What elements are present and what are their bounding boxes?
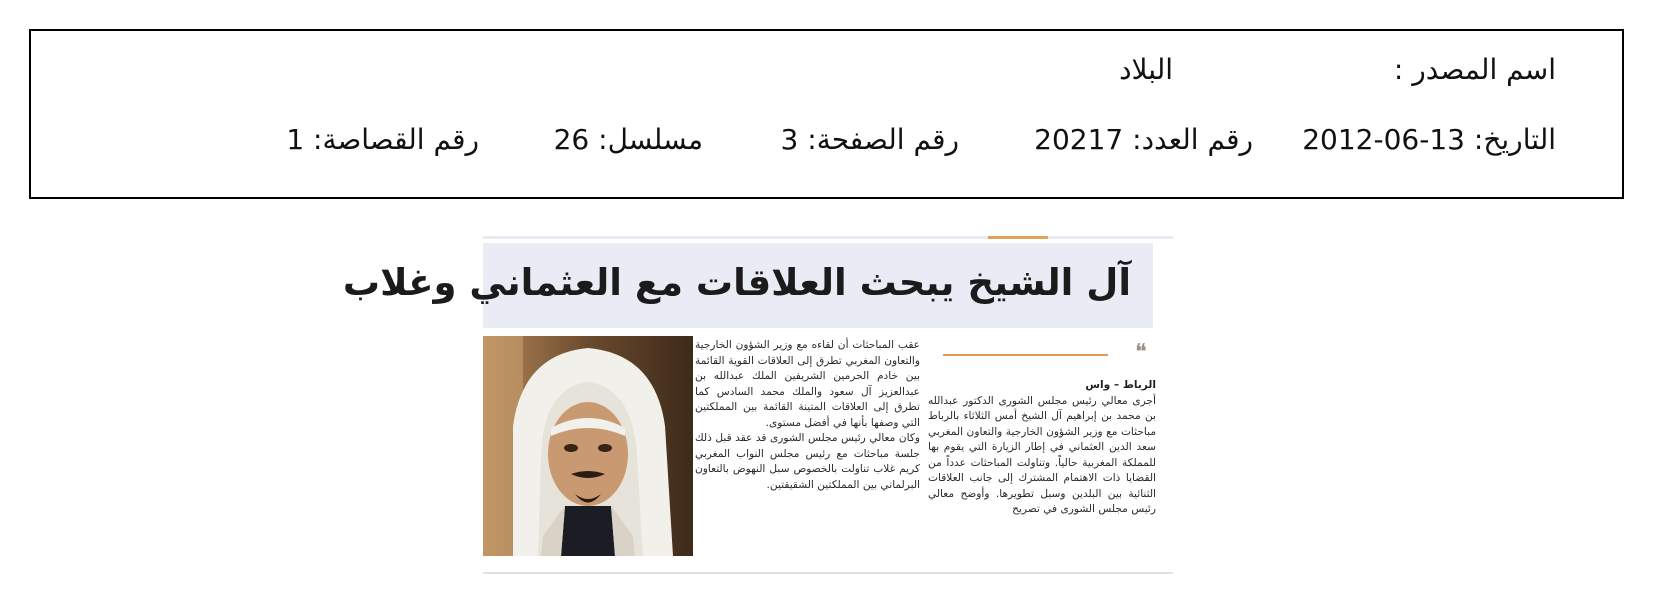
- article-paragraph: وكان معالي رئيس مجلس الشورى قد عقد قبل ذلك جلسة مباحثات مع رئيس مجلس النواب المغربي كريم غلاب تناولت بالخصوص سبل النهوض بالتعاون البرلماني بين المملكتين الشقيقتين.: [695, 432, 920, 491]
- source-label: اسم المصدر :: [1393, 53, 1556, 86]
- article-headline: آل الشيخ يبحث العلاقات مع العثماني وغلاب: [342, 261, 1131, 304]
- serial-field: مسلسل: 26: [553, 123, 703, 156]
- article-dateline: الرباط – واس: [1085, 379, 1156, 391]
- article-paragraph: أجرى معالي رئيس مجلس الشورى الدكتور عبدالله بن محمد بن إبراهيم آل الشيخ أمس الثلاثاء بالرباط مباحثات مع وزير الشؤون الخارجية والتعاون المغربي سعد الدين العثماني في إطار الزيارة التي يقوم بها للمملكة المغربية حالياً. وتناولت المباحثات عدداً من القضايا ذات الاهتمام المشترك إلى جانب العلاقات الثنائية بين البلدين وسبل تطويرها. وأوضح معالي رئيس مجلس الشورى في تصريح: [928, 394, 1156, 515]
- article-column-left: [695, 338, 920, 493]
- article-column-right: [928, 378, 1156, 518]
- newspaper-clipping: [342, 236, 1173, 574]
- date-field: التاريخ: 13-06-2012: [1302, 123, 1556, 156]
- portrait-illustration: [483, 336, 693, 556]
- top-rule: [483, 236, 1173, 239]
- portrait-photo: [483, 336, 693, 556]
- clip-number-field: رقم القصاصة: 1: [286, 123, 479, 156]
- clipping-info-box: [29, 29, 1624, 199]
- article-paragraph: عقب المباحثات أن لقاءه مع وزير الشؤون الخارجية والتعاون المغربي تطرق إلى العلاقات القوية القائمة بين خادم الحرمين الشريفين الملك عبدالله بن عبدالعزيز آل سعود والملك محمد السادس كما تطرق إلى العلاقات المتينة القائمة بين المملكتين التي وصفها بأنها في أفضل مستوى.: [695, 339, 920, 429]
- headline-band: [342, 243, 1153, 328]
- top-rule-accent: [988, 236, 1048, 239]
- orange-rule: [943, 354, 1108, 356]
- bottom-rule: [483, 572, 1173, 574]
- page-number-field: رقم الصفحة: 3: [780, 123, 959, 156]
- issue-number-field: رقم العدد: 20217: [1034, 123, 1253, 156]
- source-value: البلاد: [1119, 53, 1173, 86]
- quote-mark-icon: ❝: [1135, 340, 1147, 365]
